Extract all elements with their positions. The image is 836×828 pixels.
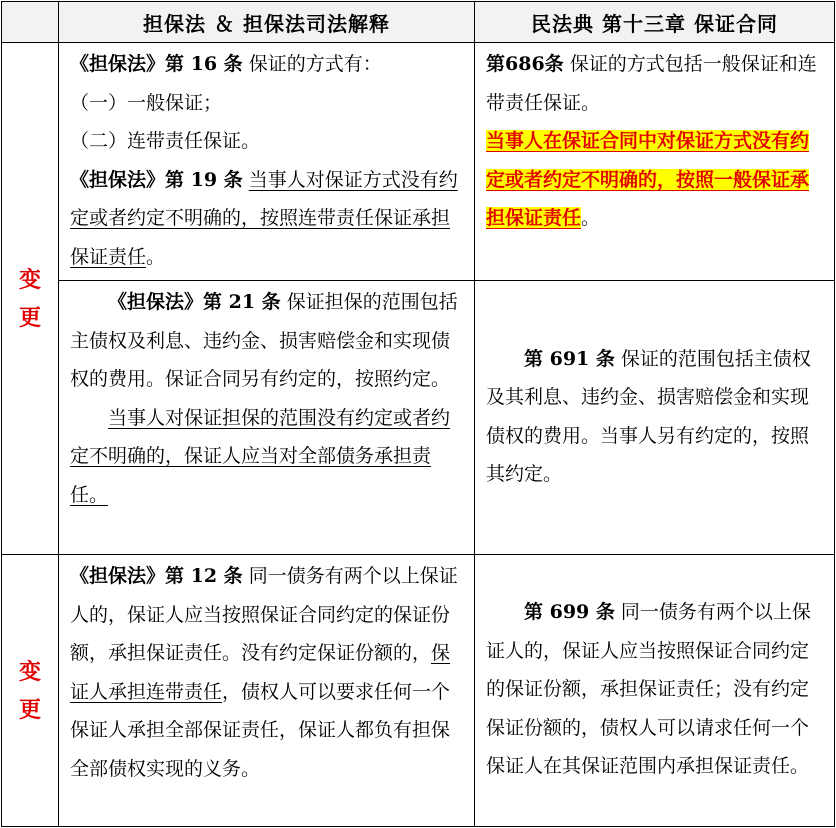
table-row xyxy=(2,281,835,555)
new-law-cell xyxy=(475,555,835,827)
article-16 xyxy=(70,45,464,84)
underlined-text: 当事人对保证担保的范围没有约定或者约定不明确的，保证人应当对全部债务承担责任。 xyxy=(70,406,451,506)
table-row xyxy=(2,555,835,827)
article-ref: 《担保法》第 19 条 xyxy=(70,168,243,191)
old-law-cell xyxy=(59,43,475,281)
change-label-char: 更 xyxy=(18,696,41,723)
old-law-cell xyxy=(59,555,475,827)
article-text: 同一债务有两个以上保证人的，保证人应当按照保证合同约定的保证份额，承担保证责任。没有约定保证份额的， xyxy=(70,565,458,664)
article-16-item-1: （一）一般保证； xyxy=(70,91,223,114)
header-left-title: 担保法 ＆ 担保法司法解释 xyxy=(59,2,475,43)
new-law-cell xyxy=(475,281,835,555)
change-label xyxy=(2,555,59,827)
old-law-cell xyxy=(59,281,475,555)
article-ref: 《担保法》第 16 条 xyxy=(70,53,243,75)
header-right-title: 民法典 第十三章 保证合同 xyxy=(475,2,835,43)
article-text: 保证的范围包括主债权及其利息、违约金、损害赔偿金和实现债权的费用。当事人另有约定的，按照其约定。 xyxy=(486,347,811,485)
article-691 xyxy=(486,340,824,494)
comparison-table xyxy=(1,1,835,827)
change-label xyxy=(2,43,59,555)
article-ref: 第 699 条 xyxy=(524,601,615,624)
change-label-char: 变 xyxy=(18,266,41,293)
article-end: 。 xyxy=(581,207,601,229)
article-ref: 第686条 xyxy=(486,53,564,75)
article-end: 。 xyxy=(146,245,166,268)
article-19 xyxy=(70,161,464,277)
header-empty xyxy=(2,2,59,43)
underlined-text: 当事人对保证方式没有约定或者约定不明确的，按照连带责任保证承担保证责任 xyxy=(70,168,458,268)
article-text: 同一债务有两个以上保证人的，保证人应当按照保证合同约定的保证份额，承担保证责任；没有约定保证份额的，债权人可以请求任何一个保证人在其保证范围内承担保证责任。 xyxy=(486,601,811,778)
change-label-char: 更 xyxy=(18,304,41,331)
new-law-cell xyxy=(475,43,835,281)
article-12 xyxy=(70,557,464,788)
article-text: 保证担保的范围包括主债权及利息、违约金、损害赔偿金和实现债权的费用。保证合同另有约定的，按照约定。 xyxy=(70,291,458,390)
article-text: 保证的方式有： xyxy=(242,53,382,75)
article-21 xyxy=(70,283,464,399)
article-699 xyxy=(486,593,824,786)
article-text: 保证的方式包括一般保证和连带责任保证。 xyxy=(486,53,817,114)
article-16-item-2: （二）连带责任保证。 xyxy=(70,130,261,152)
article-21-underlined xyxy=(70,399,464,515)
change-label-char: 变 xyxy=(18,658,41,685)
underlined-text: 保证人承担连带责任 xyxy=(70,642,451,703)
article-ref: 第 691 条 xyxy=(524,347,615,370)
article-ref: 《担保法》第 12 条 xyxy=(70,565,243,587)
article-ref: 《担保法》第 21 条 xyxy=(108,291,281,313)
table-row xyxy=(2,43,835,281)
highlighted-text: 当事人在保证合同中对保证方式没有约定或者约定不明确的，按照一般保证承担保证责任 xyxy=(486,130,810,229)
header-row xyxy=(2,2,835,43)
article-686-highlight xyxy=(486,122,824,238)
article-text: ，债权人可以要求任何一个保证人承担全部保证责任，保证人都负有担保全部债权实现的义务。 xyxy=(70,680,451,780)
article-686 xyxy=(486,45,824,122)
